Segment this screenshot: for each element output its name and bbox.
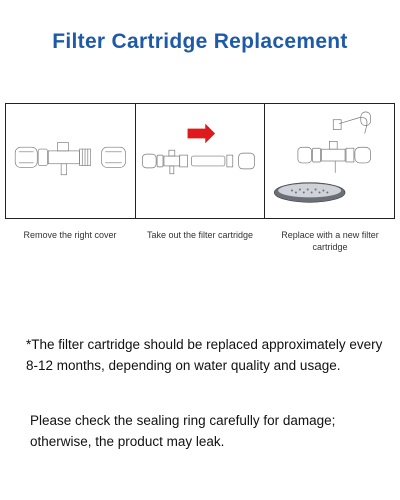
instruction-panels	[5, 103, 395, 219]
step-3-panel	[264, 104, 394, 218]
step-3-caption: Replace with a new filter cartridge	[281, 230, 379, 252]
exploded-cartridge-illustration	[136, 104, 265, 218]
step-1-caption: Remove the right cover	[23, 230, 117, 240]
step-captions	[5, 229, 395, 253]
sealing-ring-note: Please check the sealing ring carefully for damage; otherwise, the product may leak.	[30, 413, 336, 449]
step-2-caption: Take out the filter cartridge	[146, 230, 254, 240]
step-1-panel	[6, 104, 135, 218]
replacement-interval-note: *The filter cartridge should be replaced approximately every 8-12 months, depending on water quality and usage.	[26, 337, 383, 373]
red-arrow-icon	[187, 124, 215, 144]
shower-head-assembly-illustration	[265, 104, 394, 218]
step-2-panel	[135, 104, 265, 218]
page-title: Filter Cartridge Replacement	[52, 30, 348, 53]
valve-with-cover-illustration	[6, 104, 135, 218]
